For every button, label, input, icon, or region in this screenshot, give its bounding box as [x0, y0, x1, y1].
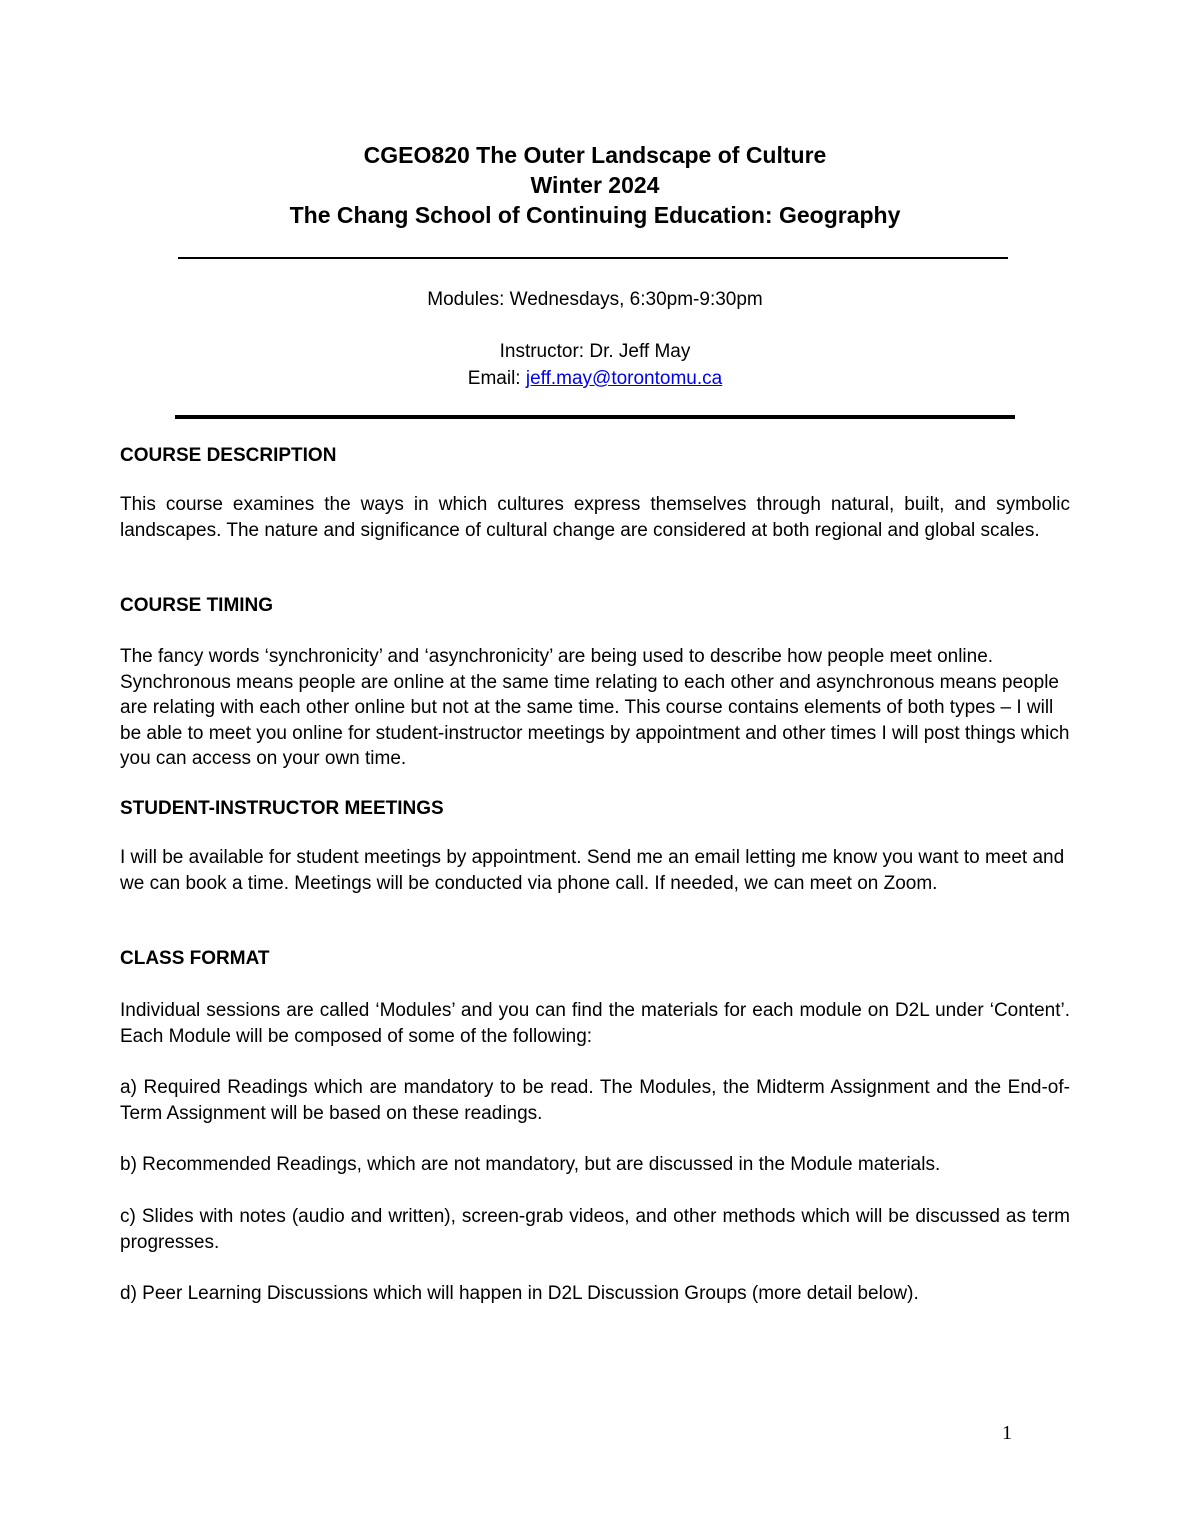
modules-schedule: Modules: Wednesdays, 6:30pm-9:30pm: [427, 289, 763, 310]
class-format-heading: CLASS FORMAT: [120, 948, 270, 969]
meetings-heading: STUDENT-INSTRUCTOR MEETINGS: [120, 798, 444, 819]
meetings-body: I will be available for student meetings by appointment. Send me an email letting me know you want to meet and we can book a time. Meetings will be conducted via phone call. If needed, we can meet on Zoom.: [120, 847, 1065, 894]
page-number: 1: [1002, 1422, 1012, 1444]
course-timing-heading: COURSE TIMING: [120, 595, 274, 616]
title-divider: [178, 257, 1008, 259]
course-timing-body: The fancy words ‘synchronicity’ and ‘asynchronicity’ are being used to describe how people meet online. Synchronous means people are online at the same time relating to each other and asynchronous means people are relating with each other online but not at the same time. This course contains elements of both types – I will be able to meet you online for student-instructor meetings by appointment and other times I will post things which you can access on your own time.: [120, 646, 1070, 770]
course-title: CGEO820 The Outer Landscape of Culture: [363, 142, 827, 168]
school-title: The Chang School of Continuing Education: Geography: [289, 202, 901, 228]
term-title: Winter 2024: [530, 172, 660, 198]
instructor-name: Instructor: Dr. Jeff May: [499, 341, 691, 362]
class-format-item-c: c) Slides with notes (audio and written), screen-grab videos, and other methods which will be discussed as term progresses.: [120, 1206, 1070, 1253]
course-description-body: This course examines the ways in which cultures express themselves through natural, built, and symbolic landscapes. The nature and significance of cultural change are considered at both regional and global scales.: [120, 494, 1070, 541]
course-description-heading: COURSE DESCRIPTION: [120, 445, 337, 466]
class-format-item-a: a) Required Readings which are mandatory to be read. The Modules, the Midterm Assignment and the End-of-Term Assignment will be based on these readings.: [120, 1077, 1070, 1124]
header-divider: [175, 415, 1015, 419]
instructor-email: [0, 365, 1190, 392]
document-title: [0, 140, 1190, 230]
class-format-item-d: d) Peer Learning Discussions which will happen in D2L Discussion Groups (more detail below).: [120, 1283, 919, 1304]
class-format-item-b: b) Recommended Readings, which are not mandatory, but are discussed in the Module materials.: [120, 1154, 941, 1175]
class-format-intro: Individual sessions are called ‘Modules’ and you can find the materials for each module on D2L under ‘Content’. Each Module will be composed of some of the following:: [120, 1000, 1070, 1047]
email-link[interactable]: jeff.may@torontomu.ca: [525, 368, 723, 389]
email-label: Email:: [467, 368, 526, 389]
